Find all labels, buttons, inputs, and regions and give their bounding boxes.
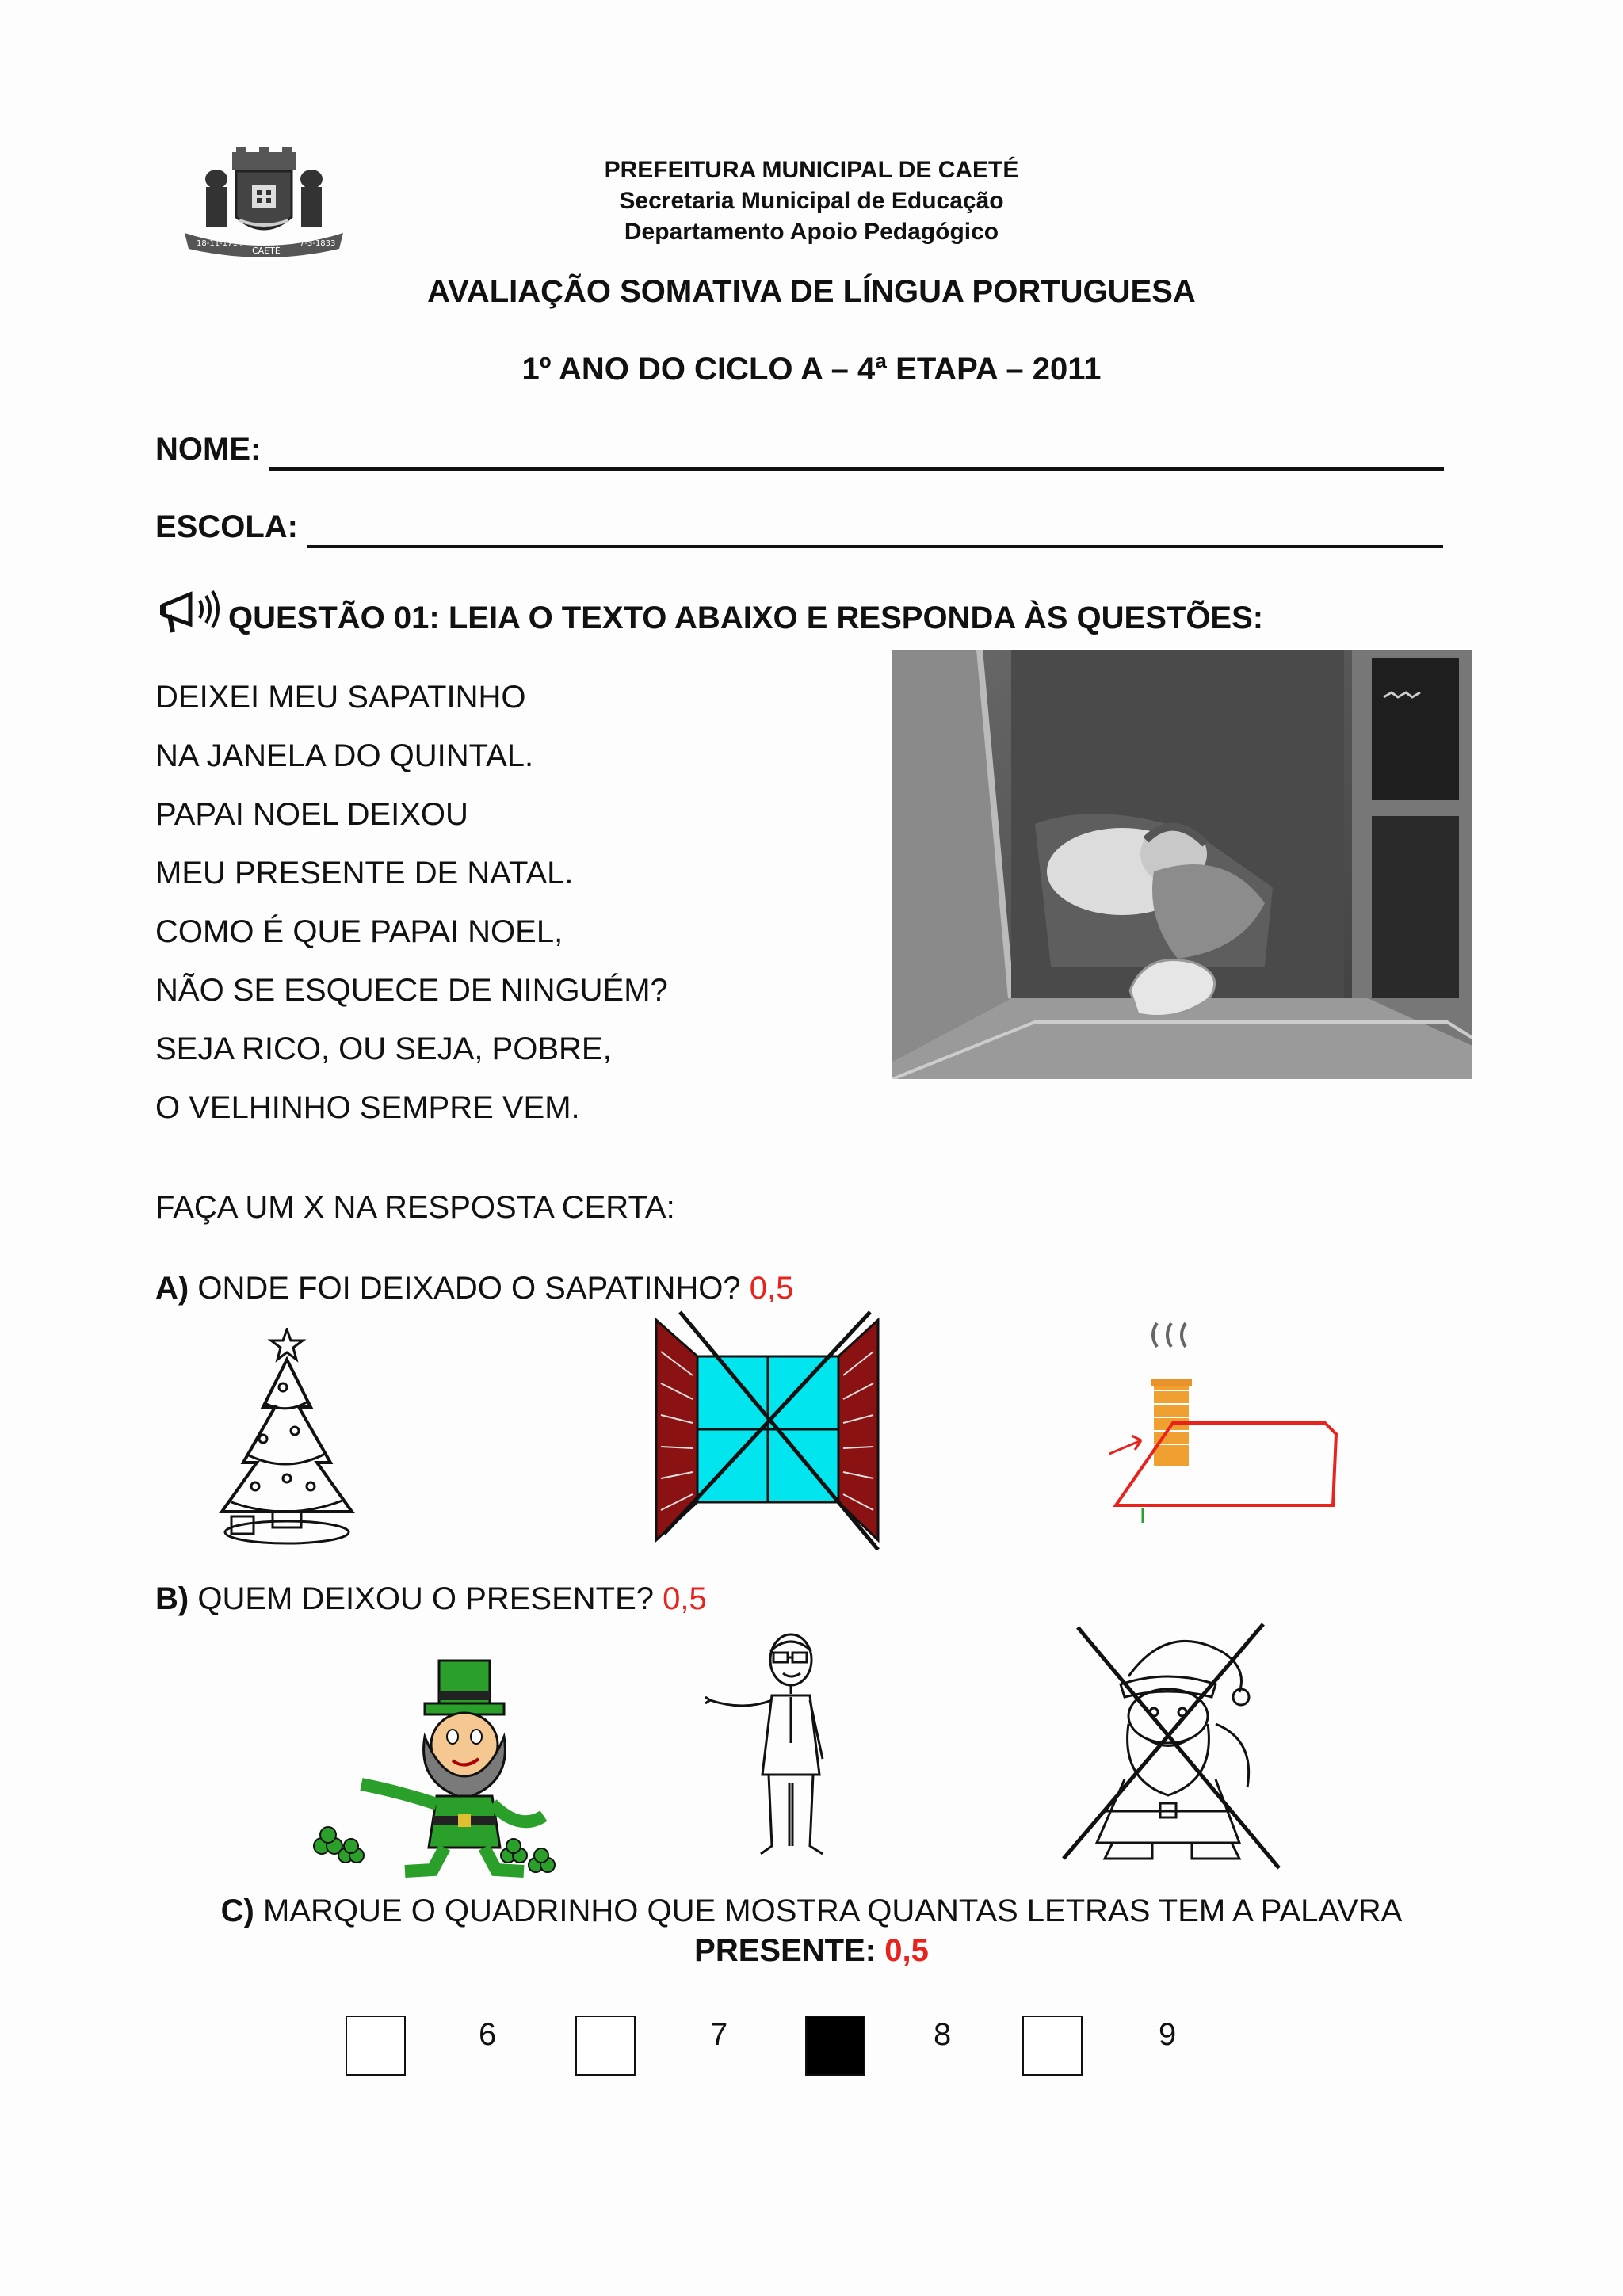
name-input-line[interactable] [269,432,1444,471]
poem-line: MEU PRESENTE DE NATAL. [155,856,574,891]
christmas-tree-icon[interactable] [208,1328,366,1545]
header-departamento: Departamento Apoio Pedagógico [624,219,999,245]
question-c-letter: C) [220,1894,254,1928]
school-field[interactable] [155,509,1443,548]
question-b [155,1581,707,1617]
option-number-9: 9 [1159,2017,1177,2052]
question-c-text: MARQUE O QUADRINHO QUE MOSTRA QUANTAS LETRAS TEM A PALAVRA [263,1894,1403,1928]
option-number-7: 7 [710,2017,728,2052]
instruction-text: FAÇA UM X NA RESPOSTA CERTA: [155,1190,675,1225]
sleeping-child-illustration [892,650,1472,1079]
option-checkbox-9[interactable] [1022,2016,1083,2076]
santa-claus-icon[interactable] [1049,1621,1296,1875]
question-c [0,1894,1623,1929]
poem-line: SEJA RICO, OU SEJA, POBRE, [155,1032,612,1066]
option-checkbox-8[interactable] [805,2016,865,2076]
chimney-roof-icon[interactable] [1102,1315,1339,1529]
name-label: NOME: [155,432,262,467]
school-label: ESCOLA: [155,509,298,544]
option-checkbox-7[interactable] [575,2016,636,2076]
question1-heading: QUESTÃO 01: LEIA O TEXTO ABAIXO E RESPONDA ÀS QUESTÕES: [228,601,1264,635]
question-c-points: 0,5 [884,1933,929,1968]
svg-text:18-11-1714: 18-11-1714 [197,239,243,248]
poem-line: O VELHINHO SEMPRE VEM. [155,1090,580,1125]
leprechaun-icon[interactable] [306,1657,559,1879]
question-a-letter: A) [155,1271,189,1306]
poem-line: NÃO SE ESQUECE DE NINGUÉM? [155,973,668,1008]
window-icon[interactable] [648,1304,886,1550]
name-field[interactable] [155,432,1444,471]
svg-text:7-3-1833: 7-3-1833 [300,239,336,248]
question-a-text: ONDE FOI DEIXADO O SAPATINHO? [197,1271,741,1306]
megaphone-icon [158,586,227,635]
school-input-line[interactable] [307,509,1443,548]
poem-line: DEIXEI MEU SAPATINHO [155,680,526,715]
question-b-text: QUEM DEIXOU O PRESENTE? [197,1581,655,1616]
header-prefeitura: PREFEITURA MUNICIPAL DE CAETÉ [604,157,1019,183]
question-c-word-line [0,1933,1623,1969]
question-a [155,1271,793,1306]
poem-line: NA JANELA DO QUINTAL. [155,738,534,773]
poem-line: COMO É QUE PAPAI NOEL, [155,914,563,949]
question-b-letter: B) [155,1581,189,1616]
exam-title: AVALIAÇÃO SOMATIVA DE LÍNGUA PORTUGUESA [427,274,1196,309]
old-man-icon[interactable] [704,1624,886,1870]
option-number-6: 6 [479,2017,497,2052]
header-secretaria: Secretaria Municipal de Educação [619,188,1004,214]
option-number-8: 8 [934,2017,952,2052]
poem-line: PAPAI NOEL DEIXOU [155,797,468,832]
option-checkbox-6[interactable] [346,2016,406,2076]
question-b-points: 0,5 [663,1581,707,1616]
exam-subtitle: 1º ANO DO CICLO A – 4ª ETAPA – 2011 [521,352,1102,387]
question-a-points: 0,5 [749,1271,794,1306]
question-c-word: PRESENTE: [694,1933,876,1968]
svg-text:CAETÉ: CAETÉ [252,246,281,256]
